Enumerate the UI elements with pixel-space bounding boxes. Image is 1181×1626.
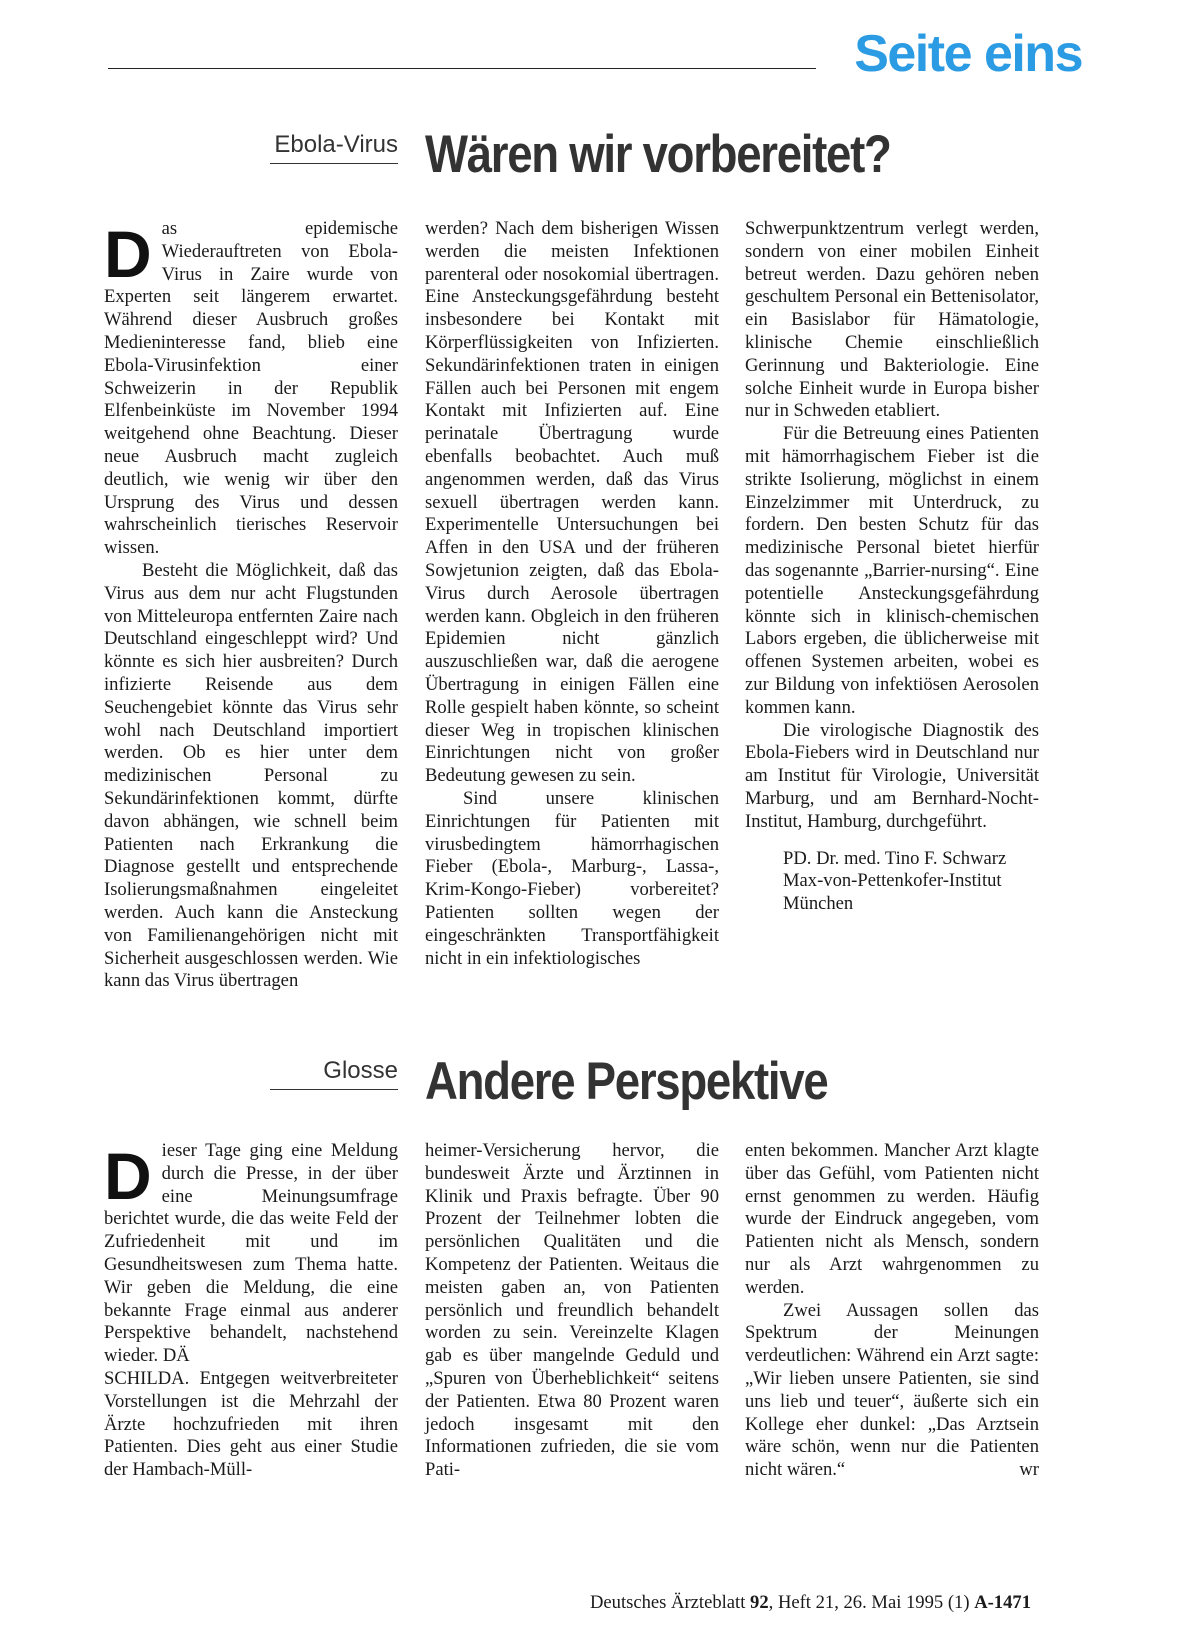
article2-kicker: Glosse bbox=[270, 1057, 398, 1090]
article2-column-3 bbox=[745, 1140, 1039, 1482]
article2-paragraph-1: Dieser Tage ging eine Meldung durch die Presse, in der über eine Meinungsumfrage berichtet wurde, die das weite Feld der Zufriedenheit mit und im Gesundheitswesen zum Thema hatte. Wir geben die Meldung, die eine bekannte Frage einmal aus anderer Perspektive behandelt, nachstehend wieder. DÄ bbox=[104, 1139, 398, 1367]
article2-author: wr bbox=[1019, 1459, 1039, 1481]
journal-issue: , Heft 21, 26. Mai 1995 (1) bbox=[768, 1592, 970, 1613]
article2-paragraph-4: Zwei Aussagen sollen das Spektrum der Meinungen verdeutlichen: Während ein Arzt sagte: „Wir lieben unsere Patienten, sie sind uns lieb und teuer“, äußerte sich ein Kollege eher dunkel: „Das Arztsein wäre schön, wenn nur die Patienten nicht wären.“ wr bbox=[745, 1299, 1039, 1481]
header-rule bbox=[108, 68, 816, 69]
article1-author bbox=[745, 848, 1039, 916]
article2-paragraph-2: SCHILDA. Entgegen weitverbreiteter Vorstellungen ist die Mehrzahl der Ärzte hochzufrieden mit ihren Patienten. Dies geht aus einer Studie der Hambach-Müll- bbox=[104, 1367, 398, 1481]
dropcap: D bbox=[104, 1139, 152, 1213]
article2-paragraph-2-cont: heimer-Versicherung hervor, die bundesweit Ärzte und Ärztinnen in Klinik und Praxis befragte. Über 90 Prozent der Teilnehmer lobten die persönlichen Qualitäten und die Kompetenz der Patienten. Weitaus die meisten gaben an, von Patienten persönlich und freundlich behandelt worden zu sein. Vereinzelte Klagen gab es über mangelnde Geduld und „Spuren von Überheblichkeit“ seitens der Patienten. Etwa 80 Prozent waren jedoch insgesamt mit den Informationen zufrieden, die sie vom Pati- bbox=[425, 1140, 719, 1481]
article2-paragraph-3: enten bekommen. Mancher Arzt klagte über das Gefühl, vom Patienten nicht ernst genommen zu werden. Häufig wurde der Eindruck angegeben, vom Patienten nicht als Mensch, sondern nur als Arzt wahrgenommen zu werden. bbox=[745, 1140, 1039, 1298]
footer bbox=[590, 1592, 1031, 1614]
article1-paragraph-1: Das epidemische Wiederauftreten von Ebola-Virus in Zaire wurde von Experten seit längerem erwartet. Während dieser Ausbruch großes Medieninteresse fand, blieb eine Ebola-Virusinfektion einer Schweizerin in der Republik Elfenbeinküste im November 1994 weitgehend ohne Beachtung. Dieser neue Ausbruch macht zugleich deutlich, wie wenig wir über den Ursprung des Virus und dessen wahrscheinlich tierisches Reservoir wissen. bbox=[104, 217, 398, 559]
article1-paragraph-4: Sind unsere klinischen Einrichtungen für Patienten mit virusbedingtem hämorrhagischen Fieber (Ebola-, Marburg-, Lassa-, Krim-Kongo-Fieber) vorbereitet? Patienten sollten wegen der eingeschränkten Transportfähigkeit nicht in ein infektiologisches bbox=[425, 787, 719, 969]
article2-column-1 bbox=[104, 1140, 398, 1482]
article1-column-3 bbox=[745, 218, 1039, 916]
page-number: A-1471 bbox=[974, 1592, 1031, 1613]
author-name: PD. Dr. med. Tino F. Schwarz bbox=[783, 847, 1007, 869]
section-title: Seite eins bbox=[854, 25, 1082, 83]
article1-paragraph-7: Die virologische Diagnostik des Ebola-Fiebers wird in Deutschland nur am Institut für Virologie, Universität Marburg, und am Bernhard-Nocht-Institut, Hamburg, durchgeführt. bbox=[745, 719, 1039, 832]
article2-column-2 bbox=[425, 1140, 719, 1482]
article1-column-2 bbox=[425, 218, 719, 970]
author-institute: Max-von-Pettenkofer-Institut bbox=[783, 870, 1002, 892]
article1-paragraph-6: Für die Betreuung eines Patienten mit hämorrhagischem Fieber ist die strikte Isolierung, möglichst in einem Einzelzimmer mit Unterdruck, zu fordern. Den besten Schutz für das medizinische Personal bietet hierfür das sogenannte „Barrier-nursing“. Eine potentielle Ansteckungsgefährdung könnte sich in klinisch-chemischen Labors ergeben, die üblicherweise mit offenen Systemen arbeiten, wobei es zur Bildung von infektiösen Aerosolen kommen kann. bbox=[745, 423, 1039, 718]
article1-column-1 bbox=[104, 218, 398, 993]
article2-headline: Andere Perspektive bbox=[425, 1052, 828, 1111]
article1-paragraph-3: werden? Nach dem bisherigen Wissen werden die meisten Infektionen parenteral oder nosokomial übertragen. Eine Ansteckungsgefährdung besteht insbesondere bei Kontakt mit Körperflüssigkeiten von Infizierten. Sekundärinfektionen traten in einigen Fällen auch bei Personen mit engem Kontakt mit Infizierten auf. Eine perinatale Übertragung wurde ebenfalls beobachtet. Auch muß angenommen werden, daß das Virus sexuell übertragen werden kann. Experimentelle Untersuchungen bei Affen in den USA und der früheren Sowjetunion zeigten, daß das Ebola-Virus durch Aerosole übertragen werden kann. Obgleich in den früheren Epidemien nicht gänzlich auszuschließen war, daß die aerogene Übertragung in einigen Fällen eine Rolle gespielt haben könnte, so scheint dieser Weg in tropischen klinischen Einrichtungen nicht von großer Bedeutung gewesen zu sein. bbox=[425, 218, 719, 787]
author-city: München bbox=[783, 893, 854, 915]
journal-name: Deutsches Ärzteblatt bbox=[589, 1592, 746, 1613]
article1-paragraph-5: Schwerpunktzentrum verlegt werden, sondern von einer mobilen Einheit betreut werden. Dazu gehören neben geschultem Personal ein Bettenisolator, ein Basislabor für Hämatologie, klinische Chemie einschließlich Gerinnung und Bakteriologie. Eine solche Einheit wurde in Europa bisher nur in Schweden etabliert. bbox=[745, 218, 1039, 422]
dropcap: D bbox=[104, 217, 152, 291]
journal-volume: 92 bbox=[750, 1592, 769, 1613]
article1-headline: Wären wir vorbereitet? bbox=[425, 125, 891, 184]
article1-paragraph-2: Besteht die Möglichkeit, daß das Virus aus dem nur acht Flugstunden von Mitteleuropa entfernten Zaire nach Deutschland eingeschleppt wird? Und könnte es sich hier ausbreiten? Durch infizierte Reisende aus dem Seuchengebiet könnte das Virus sehr wohl nach Deutschland importiert werden. Ob es hier unter dem medizinischen Personal zu Sekundärinfektionen kommt, dürfte davon abhängen, wie schnell beim Patienten nach Erkrankung die Diagnose gestellt und entsprechende Isolierungsmaßnahmen eingeleitet werden. Auch kann die Ansteckung von Familienangehörigen nicht mit Sicherheit ausgeschlossen werden. Wie kann das Virus übertragen bbox=[104, 559, 398, 992]
article1-kicker: Ebola-Virus bbox=[270, 131, 398, 164]
